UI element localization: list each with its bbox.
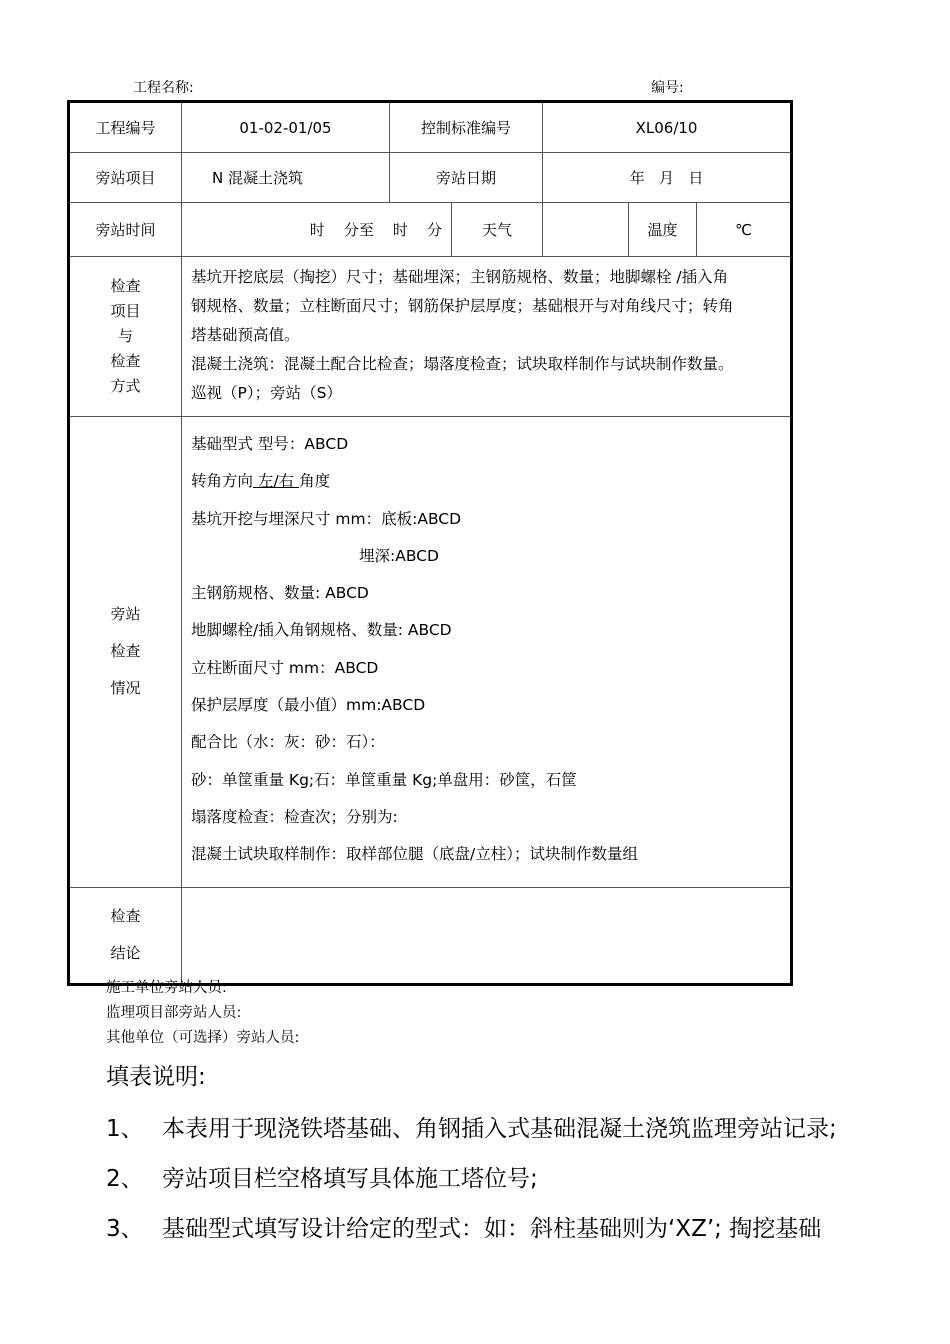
construction-staff-label: 施工单位旁站人员: (106, 980, 227, 996)
turn-direction-line (191, 468, 790, 505)
note-text: 基础型式填写设计给定的型式：如：斜柱基础则为‘XZ’; 掏挖基础 (162, 1216, 822, 1242)
excavation-line: 基坑开挖与埋深尺寸 mm：底板:ABCD (191, 509, 462, 528)
inspection-line: 基坑开挖底层（掏挖）尺寸；基础埋深；主钢筋规格、数量；地脚螺栓 /插入角 (191, 268, 729, 286)
time-label: 旁站时间 (69, 203, 182, 257)
project-name-label: 工程名称: (133, 80, 194, 96)
bolt-line: 地脚螺栓/插入角钢规格、数量: ABCD (191, 621, 452, 640)
turn-direction-value: 左/右 (253, 472, 300, 491)
note-text: 旁站项目栏空格填写具体施工塔位号; (162, 1166, 538, 1192)
conclusion-label-line: 结论 (110, 944, 141, 963)
inspection-label-line: 项目 (110, 302, 141, 320)
depth-line: 埋深:ABCD (359, 546, 439, 565)
conclusion-label (69, 887, 182, 984)
temp-value: ℃ (697, 203, 792, 257)
inspection-items (182, 257, 792, 417)
weight-line: 砂：单筐重量 Kg;石：单筐重量 Kg;单盘用：砂筐，石筐 (191, 770, 577, 789)
note-item (106, 1160, 538, 1193)
inspection-line: 塔基础预高值。 (191, 326, 300, 344)
item-label: 旁站项目 (69, 153, 182, 203)
condition-details (182, 417, 792, 888)
row-item (69, 153, 792, 203)
inspection-label-line: 与 (117, 327, 133, 345)
inspection-line: 钢规格、数量；立柱断面尺寸；钢筋保护层厚度；基础根开与对角线尺寸；转角 (191, 297, 734, 315)
inspection-line: 巡视（P）；旁站（S） (191, 384, 342, 402)
row-conclusion (69, 887, 792, 984)
notes-title: 填表说明: (106, 1064, 206, 1090)
item-value: N 混凝土浇筑 (182, 153, 390, 203)
inspection-label-line: 检查 (110, 277, 141, 295)
rebar-line: 主钢筋规格、数量: ABCD (191, 584, 369, 603)
inspection-label-line: 方式 (110, 377, 141, 395)
date-label: 旁站日期 (390, 153, 543, 203)
row-condition (69, 417, 792, 888)
note-number: 3、 (106, 1216, 144, 1242)
note-number: 2、 (106, 1166, 144, 1192)
inspection-line: 混凝土浇筑：混凝土配合比检查；塌落度检查；试块取样制作与试块制作数量。 (191, 355, 734, 373)
time-value: 时 分至 时 分 (182, 203, 452, 257)
inspection-label (69, 257, 182, 417)
note-item (106, 1110, 837, 1143)
row-project-code (69, 102, 792, 153)
control-std-label: 控制标准编号 (390, 102, 543, 153)
condition-label-line: 情况 (110, 679, 141, 698)
date-value: 年 月 日 (543, 153, 792, 203)
row-time (69, 203, 792, 257)
condition-label-line: 旁站 (110, 605, 141, 624)
conclusion-label-line: 检查 (110, 907, 141, 926)
condition-label (69, 417, 182, 888)
condition-label-line: 检查 (110, 642, 141, 661)
sample-line: 混凝土试块取样制作：取样部位腿（底盘/立柱）；试块制作数量组 (191, 845, 638, 864)
inspection-label-line: 检查 (110, 352, 141, 370)
project-code-value: 01-02-01/05 (182, 102, 390, 153)
control-std-value: XL06/10 (543, 102, 792, 153)
slump-line: 塌落度检查：检查次；分别为: (191, 807, 398, 826)
cover-line: 保护层厚度（最小值）mm:ABCD (191, 696, 426, 715)
row-inspection-items (69, 257, 792, 417)
conclusion-value (182, 887, 792, 984)
mix-ratio-line: 配合比（水：灰：砂：石）： (191, 733, 385, 752)
foundation-type-line: 基础型式 型号：ABCD (191, 435, 349, 453)
other-staff-label: 其他单位（可选择）旁站人员: (106, 1030, 300, 1046)
turn-suffix: 角度 (299, 472, 331, 491)
column-line: 立柱断面尺寸 mm：ABCD (191, 658, 379, 677)
weather-value (543, 203, 629, 257)
weather-label: 天气 (452, 203, 543, 257)
inspection-record-table (67, 100, 793, 986)
turn-prefix: 转角方向 (191, 472, 254, 491)
supervision-staff-label: 监理项目部旁站人员: (106, 1005, 242, 1021)
temp-label: 温度 (629, 203, 697, 257)
note-number: 1、 (106, 1116, 144, 1142)
project-code-label: 工程编号 (69, 102, 182, 153)
note-text: 本表用于现浇铁塔基础、角钢插入式基础混凝土浇筑监理旁站记录; (162, 1116, 837, 1142)
note-item (106, 1210, 821, 1243)
number-label: 编号: (651, 80, 684, 96)
